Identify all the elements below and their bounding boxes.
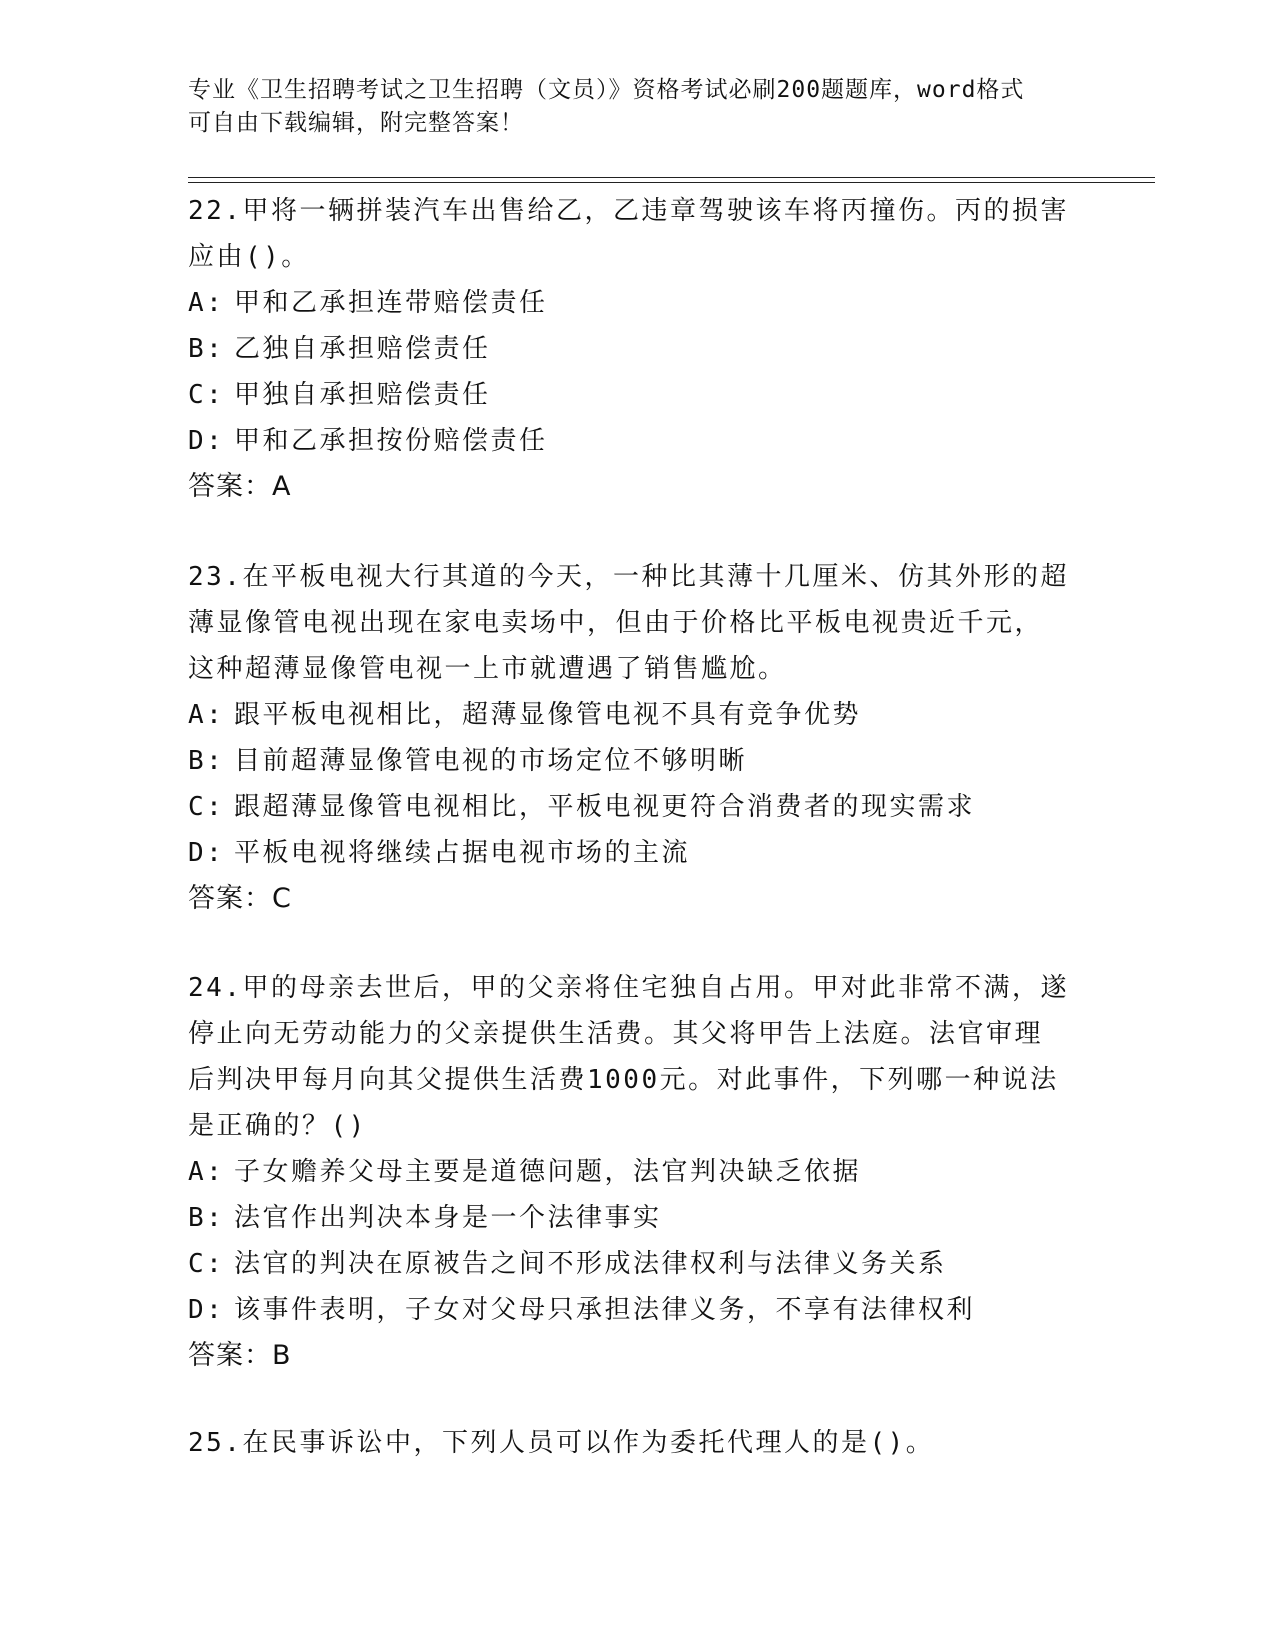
question-24 [188,965,1088,1379]
question-22 [188,188,1088,510]
option-text: 跟平板电视相比，超薄显像管电视不具有竞争优势 [234,700,862,730]
option-key: A: [188,1157,225,1187]
option-key: D: [188,838,225,868]
option-text: 法官的判决在原被告之间不形成法律权利与法律义务关系 [234,1249,947,1279]
answer-line: 答案：A [188,471,292,502]
option-key: A: [188,288,225,318]
option-b [188,326,1088,372]
option-text: 甲独自承担赔偿责任 [234,380,491,410]
option-text: 法官作出判决本身是一个法律事实 [234,1203,662,1233]
option-text: 目前超薄显像管电视的市场定位不够明晰 [234,746,748,776]
question-25 [188,1420,1088,1466]
option-c [188,1241,1088,1287]
option-key: C: [188,1249,225,1279]
option-d [188,830,1088,876]
answer-line: 答案：C [188,883,292,914]
option-key: D: [188,426,225,456]
option-c [188,784,1088,830]
header-divider-top [188,177,1155,178]
option-key: B: [188,334,225,364]
option-text: 子女赡养父母主要是道德问题，法官判决缺乏依据 [234,1157,862,1187]
option-text: 甲和乙承担连带赔偿责任 [234,288,548,318]
header-line-1: 专业《卫生招聘考试之卫生招聘（文员）》资格考试必刷200题题库，word格式 [188,77,1025,103]
question-stem-line: 25.在民事诉讼中，下列人员可以作为委托代理人的是()。 [188,1428,935,1458]
option-text: 乙独自承担赔偿责任 [234,334,491,364]
option-text: 甲和乙承担按份赔偿责任 [234,426,548,456]
question-stem-line: 24.甲的母亲去世后，甲的父亲将住宅独自占用。甲对此非常不满，遂 [188,973,1069,1003]
option-a [188,692,1088,738]
document-header [188,74,1088,140]
question-stem-line: 22.甲将一辆拼装汽车出售给乙，乙违章驾驶该车将丙撞伤。丙的损害 [188,196,1069,226]
option-b [188,738,1088,784]
question-stem-line: 是正确的？() [188,1111,367,1141]
question-stem-line: 后判决甲每月向其父提供生活费1000元。对此事件，下列哪一种说法 [188,1065,1059,1095]
question-stem-line: 应由()。 [188,242,310,272]
header-divider-bottom [188,182,1155,183]
option-key: C: [188,380,225,410]
option-b [188,1195,1088,1241]
option-d [188,418,1088,464]
option-text: 该事件表明，子女对父母只承担法律义务，不享有法律权利 [234,1295,976,1325]
option-key: C: [188,792,225,822]
option-c [188,372,1088,418]
question-stem-line: 这种超薄显像管电视一上市就遭遇了销售尴尬。 [188,654,787,684]
option-key: B: [188,746,225,776]
header-line-2: 可自由下载编辑，附完整答案！ [188,110,524,136]
question-stem-line: 薄显像管电视出现在家电卖场中，但由于价格比平板电视贵近千元， [188,608,1044,638]
option-d [188,1287,1088,1333]
answer-line: 答案：B [188,1340,292,1371]
option-text: 跟超薄显像管电视相比，平板电视更符合消费者的现实需求 [234,792,976,822]
option-a [188,280,1088,326]
option-key: A: [188,700,225,730]
question-23 [188,554,1088,922]
question-stem-line: 停止向无劳动能力的父亲提供生活费。其父将甲告上法庭。法官审理 [188,1019,1044,1049]
option-key: B: [188,1203,225,1233]
option-key: D: [188,1295,225,1325]
option-a [188,1149,1088,1195]
question-stem-line: 23.在平板电视大行其道的今天，一种比其薄十几厘米、仿其外形的超 [188,562,1069,592]
option-text: 平板电视将继续占据电视市场的主流 [234,838,691,868]
